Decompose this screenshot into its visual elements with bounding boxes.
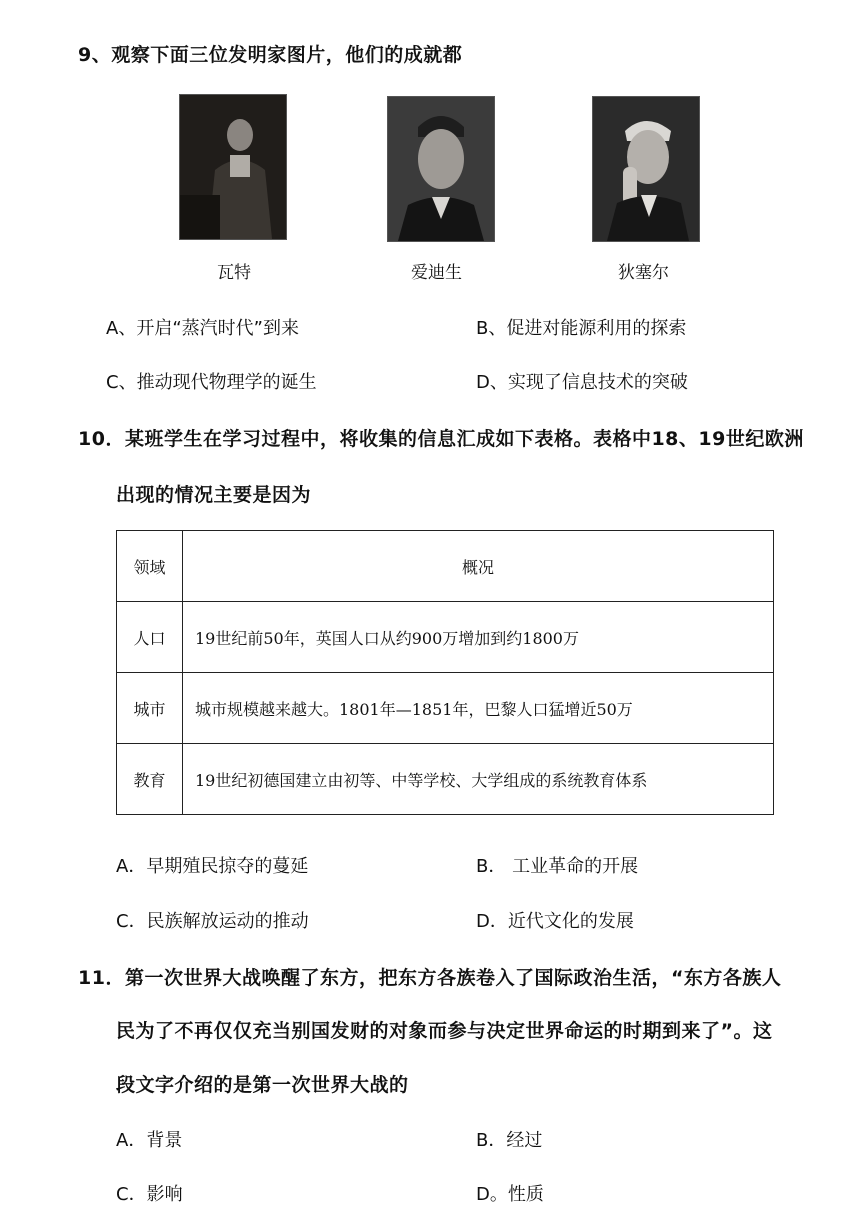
photo-caption-edison: 爱迪生 [411, 263, 462, 283]
portrait-photo-edison [387, 96, 495, 242]
portrait-photo-diesel [592, 96, 700, 242]
q11-stem-line2: 民为了不再仅仅充当别国发财的对象而参与决定世界命运的时期到来了”。这 [116, 1020, 773, 1042]
table-row [117, 673, 774, 744]
q10-option-d[interactable]: D．近代文化的发展 [476, 911, 634, 932]
table-cell-summary: 19世纪前50年，英国人口从约900万增加到约1800万 [183, 602, 774, 673]
q10-option-b[interactable]: B． 工业革命的开展 [476, 856, 639, 877]
portrait-photo-icon [593, 97, 699, 241]
q11-option-a[interactable]: A．背景 [116, 1130, 183, 1151]
q11-option-b[interactable]: B．经过 [476, 1130, 543, 1151]
q9-stem: 9、观察下面三位发明家图片，他们的成就都 [78, 44, 463, 66]
table-row [117, 744, 774, 815]
table-cell-field: 人口 [117, 602, 183, 673]
q9-option-d[interactable]: D、实现了信息技术的突破 [476, 372, 688, 393]
portrait-photo-icon [388, 97, 494, 241]
q11-stem-line1: 11．第一次世界大战唤醒了东方，把东方各族卷入了国际政治生活，“东方各族人 [78, 967, 782, 989]
table-cell-field: 城市 [117, 673, 183, 744]
photo-caption-watt: 瓦特 [217, 263, 251, 283]
q11-option-c[interactable]: C．影响 [116, 1184, 183, 1205]
photo-caption-diesel: 狄塞尔 [618, 263, 669, 283]
q10-stem-line2: 出现的情况主要是因为 [116, 484, 312, 506]
table-header-cell: 概况 [183, 531, 774, 602]
q10-info-table [116, 530, 774, 815]
q9-option-c[interactable]: C、推动现代物理学的诞生 [106, 372, 317, 393]
table-row [117, 602, 774, 673]
q10-option-a[interactable]: A．早期殖民掠夺的蔓延 [116, 856, 309, 877]
table-cell-summary: 19世纪初德国建立由初等、中等学校、大学组成的系统教育体系 [183, 744, 774, 815]
table-cell-summary: 城市规模越来越大。1801年—1851年，巴黎人口猛增近50万 [183, 673, 774, 744]
portrait-photo-icon [180, 95, 286, 239]
q10-option-c[interactable]: C．民族解放运动的推动 [116, 911, 309, 932]
q9-option-a[interactable]: A、开启“蒸汽时代”到来 [106, 318, 299, 339]
q9-option-b[interactable]: B、促进对能源利用的探索 [476, 318, 687, 339]
table-header-cell: 领域 [117, 531, 183, 602]
q11-stem-line3: 段文字介绍的是第一次世界大战的 [116, 1074, 409, 1096]
table-header-row [117, 531, 774, 602]
q10-stem-line1: 10．某班学生在学习过程中，将收集的信息汇成如下表格。表格中18、19世纪欧洲 [78, 428, 804, 450]
portrait-photo-watt [179, 94, 287, 240]
q11-option-d[interactable]: D。性质 [476, 1184, 544, 1205]
table-cell-field: 教育 [117, 744, 183, 815]
